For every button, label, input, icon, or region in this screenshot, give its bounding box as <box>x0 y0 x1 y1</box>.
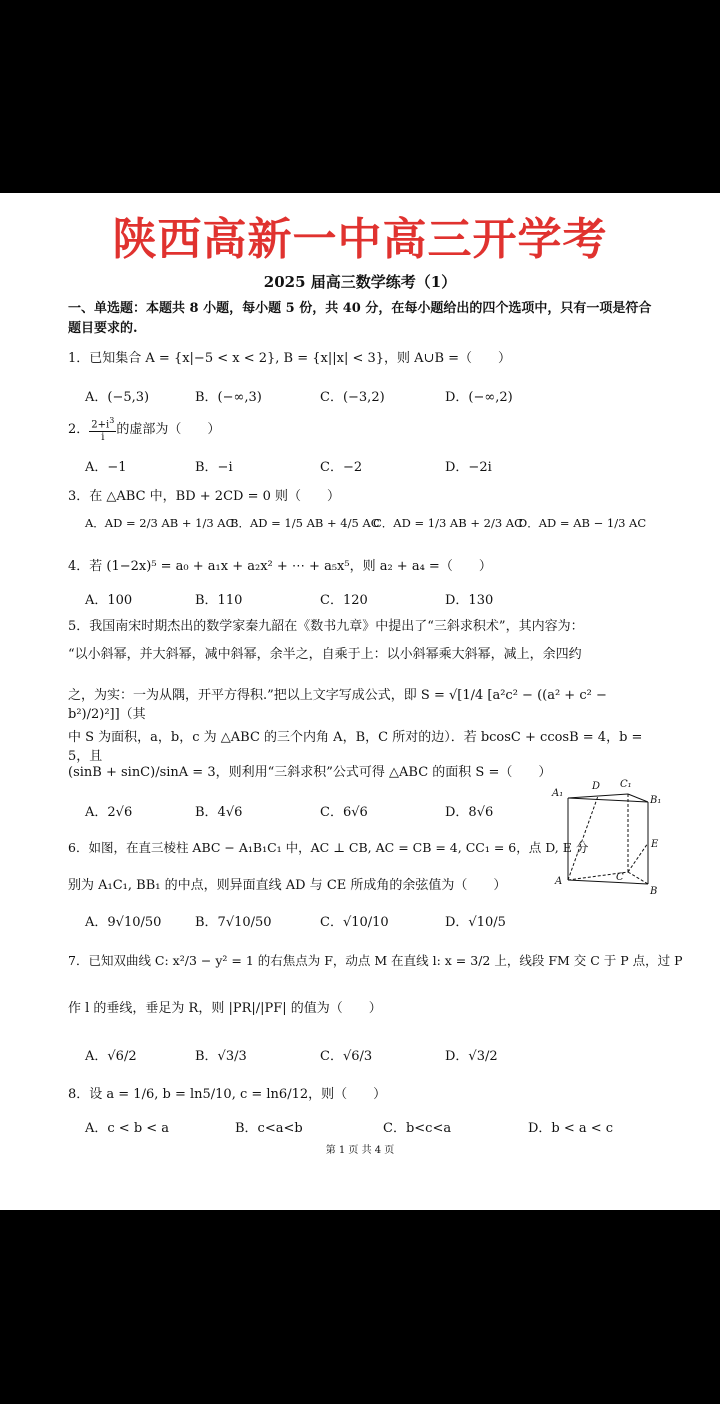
question-5-line-2: “以小斜幂，并大斜幂，减中斜幂，余半之，自乘于上：以小斜幂乘大斜幂，减上，余四约 <box>68 647 582 662</box>
label-c: C <box>616 872 624 883</box>
label-c1: C₁ <box>620 779 632 790</box>
segment-ad <box>568 796 598 880</box>
q4-option-c: C．120 <box>320 593 368 608</box>
section-heading: 一、单选题：本题共 8 小题，每小题 5 份，共 40 分，在每小题给出的四个选项中，只有一项是符合题目要求的. <box>68 301 652 336</box>
q2-option-d: D．−2i <box>445 460 492 475</box>
edge-cb-hidden <box>628 872 648 884</box>
q7-option-a: A．√6/2 <box>85 1049 137 1064</box>
question-8: 8．设 a = 1/6, b = ln5/10, c = ln6/12，则（ ） <box>68 1087 387 1102</box>
q2-exponent: 3 <box>109 416 115 425</box>
question-1: 1．已知集合 A = {x|−5 < x < 2}, B = {x||x| < 3}，则 A∪B =（ ） <box>68 351 512 366</box>
q2-option-c: C．−2 <box>320 460 363 475</box>
prism-figure <box>550 776 665 901</box>
q7-option-c: C．√6/3 <box>320 1049 373 1064</box>
q7-option-d: D．√3/2 <box>445 1049 498 1064</box>
q6-option-b: B．7√10/50 <box>195 915 272 930</box>
question-6-line-1: 6．如图，在直三棱柱 ABC − A₁B₁C₁ 中，AC ⊥ CB, AC = CB = 4, CC₁ = 6，点 D, E 分 <box>68 840 589 855</box>
q4-option-a: A．100 <box>85 593 133 608</box>
q3-option-c: C．AD = 1/3 AB + 2/3 AC <box>373 516 523 530</box>
q3-option-a: A．AD = 2/3 AB + 1/3 AC <box>85 516 235 530</box>
question-7-line-2: 作 l 的垂线，垂足为 R，则 |PR|/|PF| 的值为（ ） <box>68 1001 382 1016</box>
q4-option-d: D．130 <box>445 593 494 608</box>
q3-option-b: B．AD = 1/5 AB + 4/5 AC <box>230 516 380 530</box>
question-3: 3．在 △ABC 中，BD + 2CD = 0 则（ ） <box>68 489 340 504</box>
label-a: A <box>555 876 563 887</box>
edge-ab <box>568 880 648 884</box>
q8-option-a: A．c < b < a <box>85 1121 170 1136</box>
banner-title: 陕西高新一中高三开学考 <box>112 214 608 265</box>
label-d: D <box>592 781 601 792</box>
page-footer: 第 1 页 共 4 页 <box>325 1145 395 1156</box>
question-7-line-1: 7．已知双曲线 C: x²/3 − y² = 1 的右焦点为 F，动点 M 在直线 l: x = 3/2 上，线段 FM 交 C 于 P 点，过 P <box>68 953 683 968</box>
q2-denominator: i <box>101 432 105 444</box>
label-b1: B₁ <box>650 795 662 806</box>
q1-option-c: C．(−3,2) <box>320 390 385 405</box>
q8-option-d: D．b < a < c <box>528 1121 614 1136</box>
q5-option-b: B．4√6 <box>195 805 243 820</box>
segment-ce <box>628 843 648 872</box>
label-b: B <box>650 886 658 897</box>
q1-option-b: B．(−∞,3) <box>195 390 262 405</box>
exam-subtitle: 2025 届高三数学练考（1） <box>263 273 457 291</box>
q5-option-a: A．2√6 <box>85 805 133 820</box>
exam-page <box>0 193 720 1210</box>
q2-option-b: B．−i <box>195 460 233 475</box>
label-a1: A₁ <box>552 788 564 799</box>
q6-option-d: D．√10/5 <box>445 915 506 930</box>
q2-fraction <box>89 415 116 444</box>
question-5-line-3: 之，为实：一为从隅，开平方得积.”把以上文字写成公式，即 S = √[1/4 [a²c² − ((a² + c² − b²)/2)²]]（其 <box>68 688 607 722</box>
q4-option-b: B．110 <box>195 593 243 608</box>
q7-option-b: B．√3/3 <box>195 1049 247 1064</box>
q1-option-a: A．(−5,3) <box>85 390 150 405</box>
question-5-line-4: 中 S 为面积，a，b，c 为 △ABC 的三个内角 A，B，C 所对的边）．若 bcosC + ccosB = 4，b = 5，且 <box>68 730 643 764</box>
question-4: 4．若 (1−2x)⁵ = a₀ + a₁x + a₂x² + ⋯ + a₅x⁵，则 a₂ + a₄ =（ ） <box>68 559 492 574</box>
q3-option-d: D．AD = AB − 1/3 AC <box>518 516 647 530</box>
q2-option-a: A．−1 <box>85 460 127 475</box>
question-2 <box>68 415 220 444</box>
q6-option-c: C．√10/10 <box>320 915 389 930</box>
q2-tail: 的虚部为（ ） <box>116 422 221 438</box>
q5-option-d: D．8√6 <box>445 805 494 820</box>
q8-option-b: B．c<a<b <box>235 1121 303 1136</box>
q2-number: 2． <box>68 422 90 438</box>
q1-option-d: D．(−∞,2) <box>445 390 513 405</box>
edge-a1b1 <box>568 798 648 802</box>
q2-numerator: 2+i <box>91 419 110 431</box>
q5-option-c: C．6√6 <box>320 805 368 820</box>
question-5-line-1: 5．我国南宋时期杰出的数学家秦九韶在《数书九章》中提出了“三斜求积术”，其内容为： <box>68 619 584 634</box>
q8-option-c: C．b<c<a <box>383 1121 452 1136</box>
question-5-line-5: (sinB + sinC)/sinA = 3，则利用“三斜求积”公式可得 △ABC 的面积 S =（ ） <box>68 765 552 780</box>
question-6-line-2: 别为 A₁C₁, BB₁ 的中点，则异面直线 AD 与 CE 所成角的余弦值为（ ） <box>68 878 507 893</box>
label-e: E <box>651 839 659 850</box>
q6-option-a: A．9√10/50 <box>85 915 162 930</box>
